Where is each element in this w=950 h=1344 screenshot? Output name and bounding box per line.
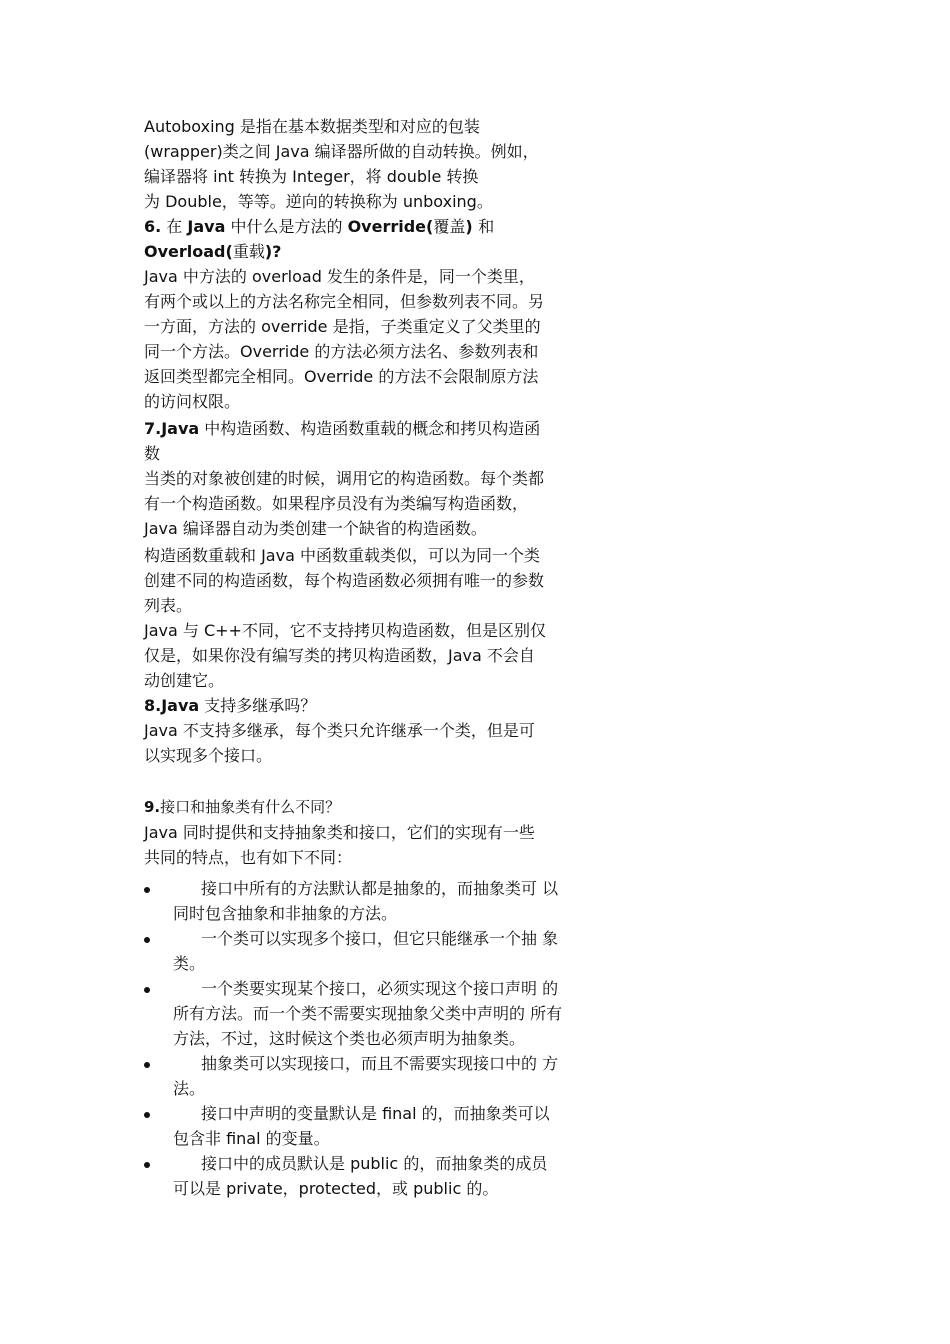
autoboxing-paragraph: Autoboxing 是指在基本数据类型和对应的包装 (wrapper)类之间 Java 编译器所做的自动转换。例如， 编译器将 int 转换为 Integer，将 double 转换 为 Double，等等。逆向的转换称为 unboxing。 <box>144 117 539 211</box>
list-item-text: 一个类可以实现多个接口，但它只能继承一个抽 象类。 <box>173 929 559 973</box>
list-item-text: 接口中声明的变量默认是 final 的，而抽象类可以 包含非 final 的变量。 <box>173 1104 550 1148</box>
bullet-icon <box>144 987 150 993</box>
heading-q9 <box>144 795 564 820</box>
constructor-paragraph-1: 当类的对象被创建的时候，调用它的构造函数。每个类都 有一个构造函数。如果程序员没有为类编写构造函数， Java 编译器自动为类创建一个缺省的构造函数。 <box>144 469 545 538</box>
heading-q8-text: 支持多继承吗？ <box>199 696 317 715</box>
heading-q7-number: 7.Java <box>144 419 200 438</box>
bullet-icon <box>144 1162 150 1168</box>
heading-q6-text-e: 和 <box>478 217 495 236</box>
constructor-paragraph-3: Java 与 C++不同，它不支持拷贝构造函数，但是区别仅 仅是，如果你没有编写类的拷贝构造函数，Java 不会自 动创建它。 <box>144 621 546 690</box>
heading-q8 <box>144 693 564 718</box>
bullet-icon <box>144 1112 150 1118</box>
differences-list <box>144 876 564 1201</box>
heading-q9-number: 9. <box>144 798 161 816</box>
list-item <box>144 926 564 976</box>
list-item <box>144 1051 564 1101</box>
heading-q6-text-a: 在 <box>161 217 188 236</box>
heading-q6-text-f: 重载 <box>232 242 265 261</box>
list-item-text: 接口中所有的方法默认都是抽象的，而抽象类可 以同时包含抽象和非抽象的方法。 <box>173 879 559 923</box>
heading-q6-text-d: ) <box>465 217 479 236</box>
heading-q6-text-g: )? <box>264 242 282 261</box>
heading-q6-overload: Overload( <box>144 242 233 261</box>
heading-q6-text-c: 覆盖 <box>433 217 466 236</box>
heading-q6-text-b: 中什么是方法的 <box>225 217 348 236</box>
heading-q6-override: Override( <box>347 217 434 236</box>
heading-q8-number: 8.Java <box>144 696 200 715</box>
bullet-icon <box>144 1062 150 1068</box>
heading-q7 <box>144 416 564 466</box>
heading-q9-text: 接口和抽象类有什么不同？ <box>160 798 341 816</box>
bullet-icon <box>144 937 150 943</box>
bullet-icon <box>144 887 150 893</box>
list-item-text: 一个类要实现某个接口，必须实现这个接口声明 的所有方法。而一个类不需要实现抽象父类中声明的 所有方法，不过，这时候这个类也必须声明为抽象类。 <box>173 979 563 1048</box>
heading-q6-java: Java <box>187 217 226 236</box>
override-paragraph: Java 中方法的 overload 发生的条件是，同一个类里， 有两个或以上的方法名称完全相同，但参数列表不同。另 一方面，方法的 override 是指，子类重定义了父类里的 同一个方法。Override 的方法必须方法名、参数列表和 返回类型都完全相同。Override 的方法不会限制原方法 的访问权限。 <box>144 267 545 411</box>
interface-paragraph: Java 同时提供和支持抽象类和接口，它们的实现有一些 共同的特点，也有如下不同： <box>144 823 535 867</box>
list-item <box>144 1101 564 1151</box>
document-page <box>144 114 564 1201</box>
multi-inheritance-paragraph: Java 不支持多继承，每个类只允许继承一个类，但是可 以实现多个接口。 <box>144 721 535 765</box>
heading-q6 <box>144 214 564 264</box>
list-item <box>144 1151 564 1201</box>
list-item-text: 接口中的成员默认是 public 的，而抽象类的成员 可以是 private，protected，或 public 的。 <box>173 1154 548 1198</box>
list-item <box>144 876 564 926</box>
heading-q7-text: 中构造函数、构造函数重载的概念和拷贝构造函 数 <box>144 419 541 463</box>
heading-q6-number: 6. <box>144 217 162 236</box>
list-item-text: 抽象类可以实现接口，而且不需要实现接口中的 方法。 <box>173 1054 559 1098</box>
list-item <box>144 976 564 1051</box>
constructor-paragraph-2: 构造函数重载和 Java 中函数重载类似，可以为同一个类 创建不同的构造函数，每个构造函数必须拥有唯一的参数 列表。 <box>144 546 545 615</box>
